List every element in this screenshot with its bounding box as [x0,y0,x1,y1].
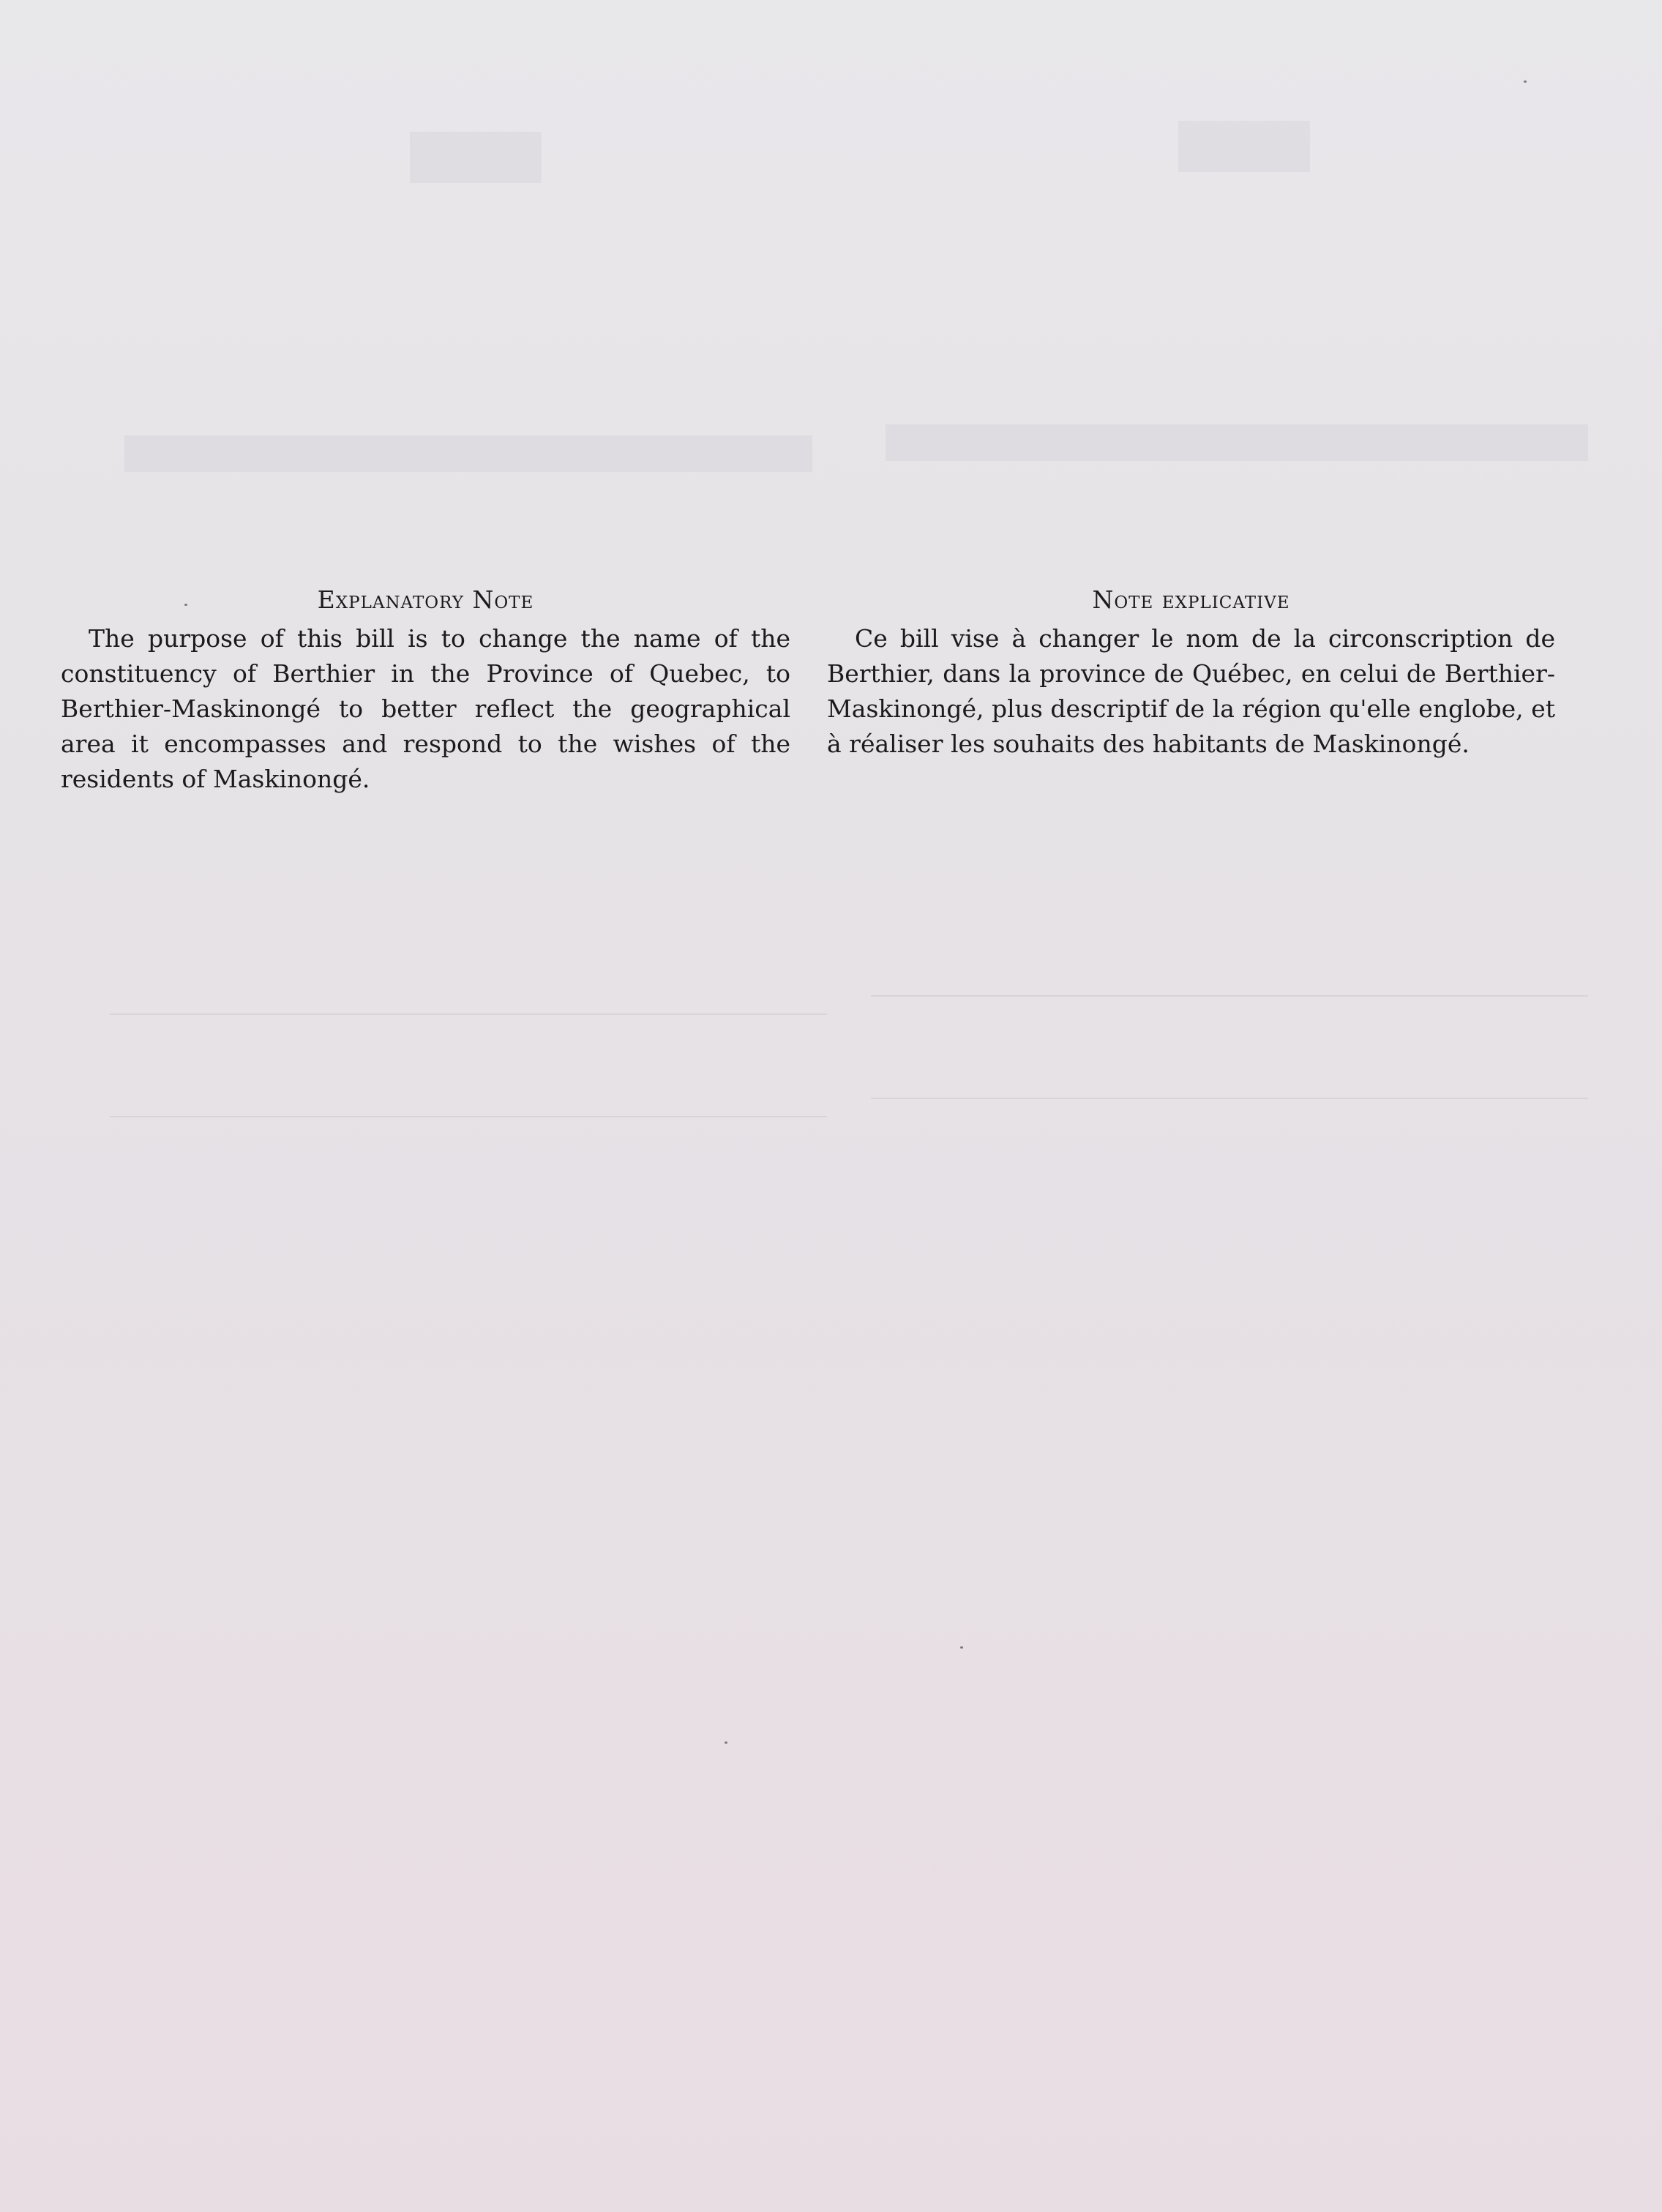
ghost-rule [871,995,1588,997]
speck [960,1646,963,1649]
ghost-bill-number-right [1178,121,1310,172]
ghost-rule [110,1013,827,1015]
ghost-bill-number-left [410,132,542,183]
ghost-rule [871,1098,1588,1099]
speck [1524,80,1527,83]
ghost-title-right [886,424,1588,461]
note-explicative-heading: Note explicative [1092,585,1290,614]
explanatory-note-body: The purpose of this bill is to change the name of the constituency of Berthier in the Province of Quebec, to Berthier-Maskinongé to better reflect the geographical area it encompasses and respond to the wishes of the residents of Maskinongé. [61,624,790,793]
speck [184,604,187,606]
speck [725,1742,727,1744]
explanatory-note [61,585,790,797]
ghost-title-left [124,435,812,472]
note-explicative-body: Ce bill vise à changer le nom de la circonscription de Berthier, dans la province de Québec, en celui de Berthier-Maskinongé, plus descriptif de la région qu'elle englobe, et à réaliser les souhaits des habitants de Maskinongé. [827,624,1555,758]
note-explicative [827,585,1555,762]
ghost-rule [110,1116,827,1117]
explanatory-note-heading: Explanatory Note [317,585,534,614]
